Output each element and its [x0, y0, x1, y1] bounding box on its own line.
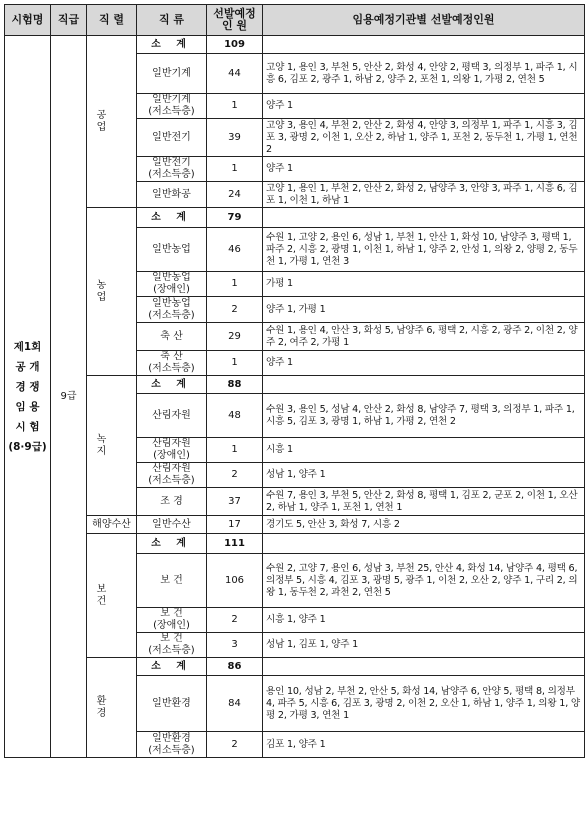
agencies-cell: 경기도 5, 안산 3, 화성 7, 시흥 2	[263, 516, 585, 534]
subtotal-count: 111	[207, 534, 263, 554]
quota-cell: 1	[207, 351, 263, 376]
quota-cell: 29	[207, 323, 263, 351]
subtotal-row	[5, 376, 585, 394]
subtotal-agencies	[263, 658, 585, 676]
class-cell: 일반기계	[137, 54, 207, 94]
agencies-cell: 수원 1, 고양 2, 용인 6, 성남 1, 부천 1, 안산 1, 화성 10, 남양주 3, 평택 1, 파주 2, 시흥 2, 광명 1, 이천 1, 하남 1, 양주 2, 안성 1, 의왕 2, 양평 2, 동두천 1, 가평 1, 연천 3	[263, 228, 585, 272]
class-cell: 일반농업 (저소득층)	[137, 297, 207, 323]
header-class: 직 류	[137, 5, 207, 36]
quota-cell: 3	[207, 633, 263, 658]
agencies-cell: 성남 1, 김포 1, 양주 1	[263, 633, 585, 658]
subtotal-label: 소 계	[137, 534, 207, 554]
recruitment-table	[4, 4, 585, 758]
subtotal-label: 소 계	[137, 208, 207, 228]
class-cell: 축 산	[137, 323, 207, 351]
agencies-cell: 수원 7, 용인 3, 부천 5, 안산 2, 화성 8, 평택 1, 김포 2, 군포 2, 이천 1, 오산 2, 하남 1, 양주 1, 포천 1, 연천 1	[263, 488, 585, 516]
header-quota: 선발예정 인 원	[207, 5, 263, 36]
agencies-cell: 성남 1, 양주 1	[263, 463, 585, 488]
subtotal-agencies	[263, 36, 585, 54]
quota-cell: 106	[207, 554, 263, 608]
agencies-cell: 수원 3, 용인 5, 성남 4, 안산 2, 화성 8, 남양주 7, 평택 3, 의정부 1, 파주 1, 시흥 5, 김포 3, 광명 1, 하남 1, 가평 2, 연천 2	[263, 394, 585, 438]
class-cell: 산림자원 (장애인)	[137, 438, 207, 463]
exam-title-line: (8·9급)	[8, 440, 47, 453]
header-row	[5, 5, 585, 36]
class-cell: 일반농업 (장애인)	[137, 272, 207, 297]
class-cell: 산림자원 (저소득층)	[137, 463, 207, 488]
exam-title-line: 공 개	[15, 360, 40, 373]
agencies-cell: 고양 3, 용인 4, 부천 2, 안산 2, 화성 4, 안양 3, 의정부 1, 파주 1, 시흥 3, 김포 3, 광명 2, 이천 1, 오산 2, 하남 1, 양주 1, 포천 2, 동두천 1, 가평 1, 연천 2	[263, 119, 585, 157]
quota-cell: 46	[207, 228, 263, 272]
class-cell: 일반환경	[137, 676, 207, 732]
subtotal-count: 109	[207, 36, 263, 54]
quota-cell: 1	[207, 438, 263, 463]
subtotal-row	[5, 208, 585, 228]
class-cell: 축 산 (저소득층)	[137, 351, 207, 376]
agencies-cell: 수원 2, 고양 7, 용인 6, 성남 3, 부천 25, 안산 4, 화성 14, 남양주 4, 평택 6, 의정부 5, 시흥 4, 김포 3, 광명 5, 광주 1, 이천 2, 오산 2, 양주 1, 구리 2, 의왕 1, 동두천 2, 과천 2, 연천 5	[263, 554, 585, 608]
quota-cell: 1	[207, 94, 263, 119]
agencies-cell: 용인 10, 성남 2, 부천 2, 안산 5, 화성 14, 남양주 6, 안양 5, 평택 8, 의정부 4, 파주 5, 시흥 6, 김포 3, 광명 2, 이천 2, 오산 1, 하남 1, 양주 1, 의왕 1, 양평 2, 가평 3, 연천 1	[263, 676, 585, 732]
header-agencies: 임용예정기관별 선발예정인원	[263, 5, 585, 36]
class-cell: 일반농업	[137, 228, 207, 272]
quota-cell: 2	[207, 608, 263, 633]
class-cell: 산림자원	[137, 394, 207, 438]
agencies-cell: 시흥 1, 양주 1	[263, 608, 585, 633]
class-cell: 일반전기	[137, 119, 207, 157]
class-cell: 보 건	[137, 554, 207, 608]
series-cell: 공 업	[87, 36, 137, 208]
grade-cell: 9급	[51, 36, 87, 758]
class-cell: 일반화공	[137, 182, 207, 208]
subtotal-label: 소 계	[137, 658, 207, 676]
agencies-cell: 수원 1, 용인 4, 안산 3, 화성 5, 남양주 6, 평택 2, 시흥 2, 광주 2, 이천 2, 양주 2, 여주 2, 가평 1	[263, 323, 585, 351]
quota-cell: 2	[207, 463, 263, 488]
class-cell: 보 건 (장애인)	[137, 608, 207, 633]
class-cell: 일반전기 (저소득층)	[137, 157, 207, 182]
agencies-cell: 김포 1, 양주 1	[263, 732, 585, 758]
series-cell: 해양수산	[87, 516, 137, 534]
subtotal-count: 86	[207, 658, 263, 676]
quota-cell: 37	[207, 488, 263, 516]
class-cell: 보 건 (저소득층)	[137, 633, 207, 658]
table-body	[5, 36, 585, 758]
class-cell: 일반기계 (저소득층)	[137, 94, 207, 119]
quota-cell: 1	[207, 272, 263, 297]
quota-cell: 2	[207, 732, 263, 758]
subtotal-label: 소 계	[137, 36, 207, 54]
agencies-cell: 고양 1, 용인 3, 부천 5, 안산 2, 화성 4, 안양 2, 평택 3, 의정부 1, 파주 1, 시흥 6, 김포 2, 광주 1, 하남 2, 양주 2, 포천 1, 의왕 1, 가평 2, 연천 5	[263, 54, 585, 94]
exam-title-line: 시 험	[15, 420, 40, 433]
quota-cell: 17	[207, 516, 263, 534]
subtotal-count: 79	[207, 208, 263, 228]
quota-cell: 84	[207, 676, 263, 732]
quota-cell: 1	[207, 157, 263, 182]
subtotal-agencies	[263, 376, 585, 394]
agencies-cell: 양주 1	[263, 157, 585, 182]
header-grade: 직급	[51, 5, 87, 36]
quota-cell: 2	[207, 297, 263, 323]
subtotal-row	[5, 36, 585, 54]
subtotal-row	[5, 658, 585, 676]
class-cell: 일반수산	[137, 516, 207, 534]
subtotal-count: 88	[207, 376, 263, 394]
agencies-cell: 가평 1	[263, 272, 585, 297]
exam-title-line: 임 용	[15, 400, 40, 413]
subtotal-agencies	[263, 534, 585, 554]
agencies-cell: 고양 1, 용인 1, 부천 2, 안산 2, 화성 2, 남양주 3, 안양 3, 파주 1, 시흥 6, 김포 1, 이천 1, 하남 1	[263, 182, 585, 208]
agencies-cell: 양주 1, 가평 1	[263, 297, 585, 323]
series-cell: 환 경	[87, 658, 137, 758]
agencies-cell: 시흥 1	[263, 438, 585, 463]
quota-cell: 39	[207, 119, 263, 157]
quota-cell: 24	[207, 182, 263, 208]
recruitment-table-container	[4, 4, 584, 816]
quota-cell: 48	[207, 394, 263, 438]
header-exam-name: 시험명	[5, 5, 51, 36]
exam-title-line: 제1회	[13, 340, 42, 353]
class-cell: 조 경	[137, 488, 207, 516]
series-cell: 농 업	[87, 208, 137, 376]
header-series: 직 렬	[87, 5, 137, 36]
table-row	[5, 516, 585, 534]
agencies-cell: 양주 1	[263, 94, 585, 119]
series-cell: 보 건	[87, 534, 137, 658]
exam-title-line: 경 쟁	[15, 380, 40, 393]
subtotal-label: 소 계	[137, 376, 207, 394]
quota-cell: 44	[207, 54, 263, 94]
agencies-cell: 양주 1	[263, 351, 585, 376]
class-cell: 일반환경 (저소득층)	[137, 732, 207, 758]
series-cell: 녹 지	[87, 376, 137, 516]
subtotal-agencies	[263, 208, 585, 228]
exam-name-cell	[5, 36, 51, 758]
subtotal-row	[5, 534, 585, 554]
